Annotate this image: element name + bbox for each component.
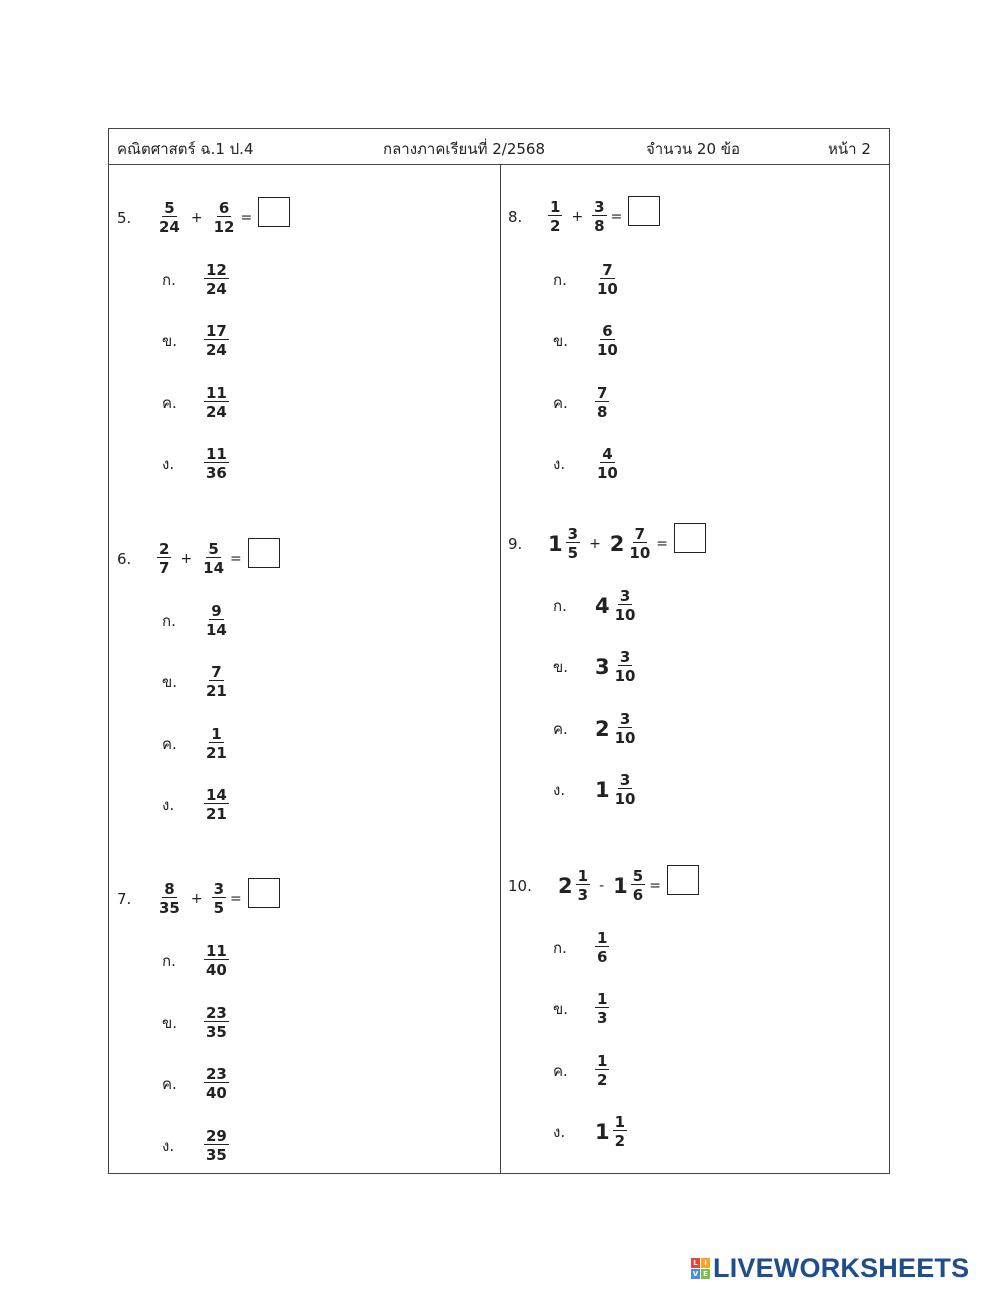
denominator: 10	[614, 729, 636, 747]
denominator: 40	[206, 961, 227, 979]
operator: +	[589, 535, 601, 552]
fraction	[613, 772, 638, 807]
fraction	[157, 881, 182, 916]
denominator: 40	[206, 1084, 227, 1102]
subject-label: คณิตศาสตร์ ฉ.1 ป.4	[117, 140, 254, 158]
logo-mark-letter: I	[701, 1258, 710, 1268]
equals-sign: =	[230, 890, 242, 907]
option-label: ค.	[162, 1074, 177, 1093]
fraction-term	[201, 541, 226, 576]
option-label: ง.	[162, 795, 175, 814]
option-label: ก.	[162, 951, 176, 970]
answer-box[interactable]	[248, 878, 280, 908]
option-label: ค.	[553, 1061, 568, 1080]
option-label: ง.	[162, 454, 175, 473]
denominator: 10	[597, 464, 618, 482]
term-label: กลางภาคเรียนที่ 2/2568	[383, 140, 546, 158]
numerator: 7	[211, 663, 222, 681]
fraction-term	[212, 881, 226, 916]
fraction	[613, 588, 638, 623]
equals-sign: =	[610, 208, 623, 225]
denominator: 10	[597, 280, 618, 298]
numerator: 1	[597, 1052, 608, 1070]
numerator: 5	[632, 867, 644, 885]
numerator: 5	[164, 199, 175, 217]
numerator: 6	[602, 322, 613, 340]
numerator: 9	[211, 602, 222, 620]
denominator: 7	[159, 559, 170, 577]
fraction-term	[157, 200, 182, 235]
fraction-term	[204, 603, 229, 638]
numerator: 3	[619, 771, 631, 789]
numerator: 23	[206, 1065, 227, 1083]
logo-mark-icon	[691, 1258, 710, 1279]
denominator: 10	[614, 606, 636, 624]
fraction	[201, 541, 226, 576]
denominator: 10	[614, 790, 636, 808]
denominator: 2	[550, 217, 561, 235]
option-label: ข.	[162, 1013, 178, 1032]
answer-option[interactable]	[553, 711, 638, 746]
fraction	[595, 446, 620, 481]
option-label: ก.	[162, 611, 176, 630]
answer-option[interactable]	[553, 588, 638, 623]
denominator: 3	[577, 886, 589, 904]
fraction-term	[595, 385, 609, 420]
option-label: ก.	[553, 270, 567, 289]
whole-number: 2	[609, 531, 625, 556]
operator: +	[571, 208, 584, 225]
numerator: 8	[164, 880, 175, 898]
fraction	[631, 868, 645, 903]
fraction	[627, 526, 652, 561]
fraction-term	[204, 262, 229, 297]
equals-sign: =	[240, 209, 253, 226]
denominator: 3	[597, 1009, 608, 1027]
numerator: 3	[619, 648, 631, 666]
numerator: 5	[208, 540, 219, 558]
fraction-term	[204, 1128, 229, 1163]
option-label: ข.	[553, 657, 569, 676]
denominator: 10	[597, 341, 618, 359]
fraction	[595, 385, 609, 420]
question-10	[508, 868, 699, 903]
denominator: 35	[206, 1146, 227, 1164]
denominator: 5	[567, 544, 579, 562]
answer-option[interactable]	[553, 649, 638, 684]
whole-number: 2	[595, 716, 610, 741]
fraction-term	[157, 541, 171, 576]
fraction	[204, 323, 229, 358]
fraction-term	[548, 526, 580, 561]
fraction	[204, 726, 229, 761]
fraction	[204, 1005, 229, 1040]
operator: +	[190, 209, 203, 226]
numerator: 7	[597, 384, 608, 402]
fraction	[204, 262, 229, 297]
numerator: 11	[206, 384, 227, 402]
denominator: 8	[597, 403, 608, 421]
denominator: 6	[597, 948, 608, 966]
option-label: ค.	[553, 393, 568, 412]
fraction-term	[595, 323, 620, 358]
option-label: ง.	[553, 454, 566, 473]
operator: +	[180, 550, 193, 567]
fraction-term	[204, 1066, 229, 1101]
fraction-term	[595, 930, 609, 965]
answer-option[interactable]	[162, 1066, 229, 1101]
numerator: 4	[602, 445, 613, 463]
fraction-term	[595, 649, 638, 684]
fraction	[595, 930, 609, 965]
numerator: 29	[206, 1127, 227, 1145]
numerator: 11	[206, 445, 227, 463]
fraction-term	[212, 200, 237, 235]
numerator: 17	[206, 322, 227, 340]
fraction-term	[558, 868, 590, 903]
denominator: 5	[213, 899, 225, 917]
answer-option[interactable]	[162, 787, 229, 822]
fraction	[204, 664, 229, 699]
answer-box[interactable]	[258, 197, 290, 227]
equals-sign: =	[230, 550, 242, 567]
answer-box[interactable]	[628, 196, 660, 226]
denominator: 14	[203, 559, 225, 577]
fraction	[576, 868, 590, 903]
numerator: 1	[211, 725, 222, 743]
option-label: ง.	[553, 780, 566, 799]
denominator: 35	[159, 899, 180, 917]
option-label: ค.	[162, 393, 177, 412]
question-number: 5.	[117, 208, 132, 227]
numerator: 3	[213, 880, 225, 898]
denominator: 24	[206, 280, 227, 298]
logo-mark-letter: V	[692, 1270, 699, 1278]
page-number: หน้า 2	[828, 140, 871, 158]
worksheet-header	[109, 129, 889, 165]
answer-box[interactable]	[674, 523, 706, 553]
fraction	[613, 649, 638, 684]
option-label: ข.	[162, 331, 178, 350]
fraction-term	[204, 787, 229, 822]
fraction	[157, 200, 182, 235]
option-label: ข.	[162, 672, 178, 691]
option-label: ง.	[162, 1136, 175, 1155]
fraction-term	[204, 726, 229, 761]
question-number: 7.	[117, 889, 132, 908]
fraction	[157, 541, 171, 576]
operator: +	[190, 890, 203, 907]
numerator: 2	[159, 540, 170, 558]
question-number: 8.	[508, 207, 523, 226]
denominator: 35	[206, 1023, 227, 1041]
answer-option[interactable]	[553, 262, 620, 297]
answer-option[interactable]	[553, 991, 609, 1026]
fraction-term	[592, 199, 606, 234]
question-9	[508, 526, 706, 561]
numerator: 7	[634, 525, 646, 543]
option-label: ก.	[553, 596, 567, 615]
answer-option[interactable]	[162, 262, 229, 297]
option-label: ก.	[162, 270, 176, 289]
denominator: 2	[597, 1071, 608, 1089]
whole-number: 1	[613, 873, 628, 898]
denominator: 24	[206, 403, 227, 421]
fraction-term	[613, 868, 645, 903]
answer-option[interactable]	[162, 603, 229, 638]
fraction-term	[204, 385, 229, 420]
fraction-term	[204, 943, 229, 978]
question-5	[117, 200, 290, 235]
denominator: 6	[632, 886, 644, 904]
equals-sign: =	[656, 535, 669, 552]
fraction-term	[595, 772, 638, 807]
answer-option[interactable]	[553, 385, 609, 420]
fraction-term	[548, 199, 562, 234]
numerator: 1	[614, 1113, 626, 1131]
denominator: 21	[206, 805, 227, 823]
answer-option[interactable]	[553, 323, 620, 358]
denominator: 12	[213, 218, 235, 236]
fraction-term	[595, 262, 620, 297]
option-label: ก.	[553, 938, 567, 957]
whole-number: 4	[595, 593, 610, 618]
fraction	[212, 200, 237, 235]
answer-option[interactable]	[162, 943, 229, 978]
question-6	[117, 541, 280, 576]
fraction	[204, 385, 229, 420]
fraction-term	[595, 446, 620, 481]
question-number: 9.	[508, 534, 523, 553]
numerator: 12	[206, 261, 227, 279]
fraction	[566, 526, 580, 561]
fraction-term	[204, 1005, 229, 1040]
fraction-term	[204, 446, 229, 481]
denominator: 24	[206, 341, 227, 359]
numerator: 11	[206, 942, 227, 960]
fraction	[595, 262, 620, 297]
fraction-term	[595, 1053, 609, 1088]
fraction	[548, 199, 562, 234]
option-label: ค.	[553, 719, 568, 738]
fraction-term	[610, 526, 653, 561]
fraction	[595, 323, 620, 358]
answer-option[interactable]	[553, 1114, 627, 1149]
fraction	[212, 881, 226, 916]
fraction-term	[204, 323, 229, 358]
answer-option[interactable]	[162, 323, 229, 358]
fraction-term	[204, 664, 229, 699]
answer-option[interactable]	[162, 664, 229, 699]
liveworksheets-logo	[691, 1253, 969, 1284]
fraction-term	[595, 711, 638, 746]
answer-option[interactable]	[553, 930, 609, 965]
numerator: 3	[619, 587, 631, 605]
fraction-term	[595, 588, 638, 623]
numerator: 3	[567, 525, 579, 543]
answer-option[interactable]	[553, 772, 638, 807]
denominator: 8	[594, 217, 605, 235]
numerator: 3	[619, 710, 631, 728]
option-label: ข.	[553, 999, 569, 1018]
numerator: 1	[597, 929, 608, 947]
answer-option[interactable]	[162, 446, 229, 481]
numerator: 1	[597, 990, 608, 1008]
denominator: 36	[206, 464, 227, 482]
numerator: 7	[602, 261, 613, 279]
numerator: 14	[206, 786, 227, 804]
fraction	[613, 1114, 627, 1149]
question-7	[117, 881, 280, 916]
whole-number: 1	[595, 777, 610, 802]
fraction	[204, 446, 229, 481]
fraction	[204, 787, 229, 822]
numerator: 1	[577, 867, 589, 885]
fraction	[204, 603, 229, 638]
numerator: 23	[206, 1004, 227, 1022]
denominator: 10	[614, 667, 636, 685]
answer-option[interactable]	[162, 1005, 229, 1040]
denominator: 2	[614, 1132, 626, 1150]
answer-option[interactable]	[553, 1053, 609, 1088]
fraction	[613, 711, 638, 746]
denominator: 24	[159, 218, 180, 236]
question-number: 10.	[508, 876, 532, 895]
denominator: 10	[629, 544, 651, 562]
answer-option[interactable]	[162, 1128, 229, 1163]
numerator: 3	[594, 198, 605, 216]
question-number: 6.	[117, 549, 132, 568]
question-8	[508, 199, 660, 234]
answer-option[interactable]	[162, 726, 229, 761]
fraction	[592, 199, 606, 234]
whole-number: 3	[595, 654, 610, 679]
denominator: 21	[206, 682, 227, 700]
denominator: 14	[206, 621, 227, 639]
whole-number: 1	[595, 1119, 610, 1144]
fraction	[595, 1053, 609, 1088]
logo-text: LIVEWORKSHEETS	[713, 1253, 970, 1283]
fraction-term	[595, 991, 609, 1026]
numerator: 6	[218, 199, 230, 217]
denominator: 21	[206, 744, 227, 762]
answer-option[interactable]	[553, 446, 620, 481]
fraction	[204, 1066, 229, 1101]
answer-option[interactable]	[162, 385, 229, 420]
equals-sign: =	[649, 877, 661, 894]
fraction	[204, 943, 229, 978]
fraction-term	[157, 881, 182, 916]
operator: -	[599, 877, 605, 894]
fraction	[595, 991, 609, 1026]
option-label: ค.	[162, 734, 177, 753]
whole-number: 2	[558, 873, 573, 898]
fraction-term	[595, 1114, 627, 1149]
whole-number: 1	[548, 531, 563, 556]
logo-mark-letter: E	[701, 1269, 710, 1279]
fraction	[204, 1128, 229, 1163]
answer-box[interactable]	[667, 865, 699, 895]
option-label: ง.	[553, 1122, 566, 1141]
option-label: ข.	[553, 331, 569, 350]
answer-box[interactable]	[248, 538, 280, 568]
question-count: จำนวน 20 ข้อ	[646, 140, 741, 158]
column-divider	[500, 164, 501, 1173]
logo-mark-letter: L	[691, 1258, 700, 1268]
numerator: 1	[550, 198, 561, 216]
